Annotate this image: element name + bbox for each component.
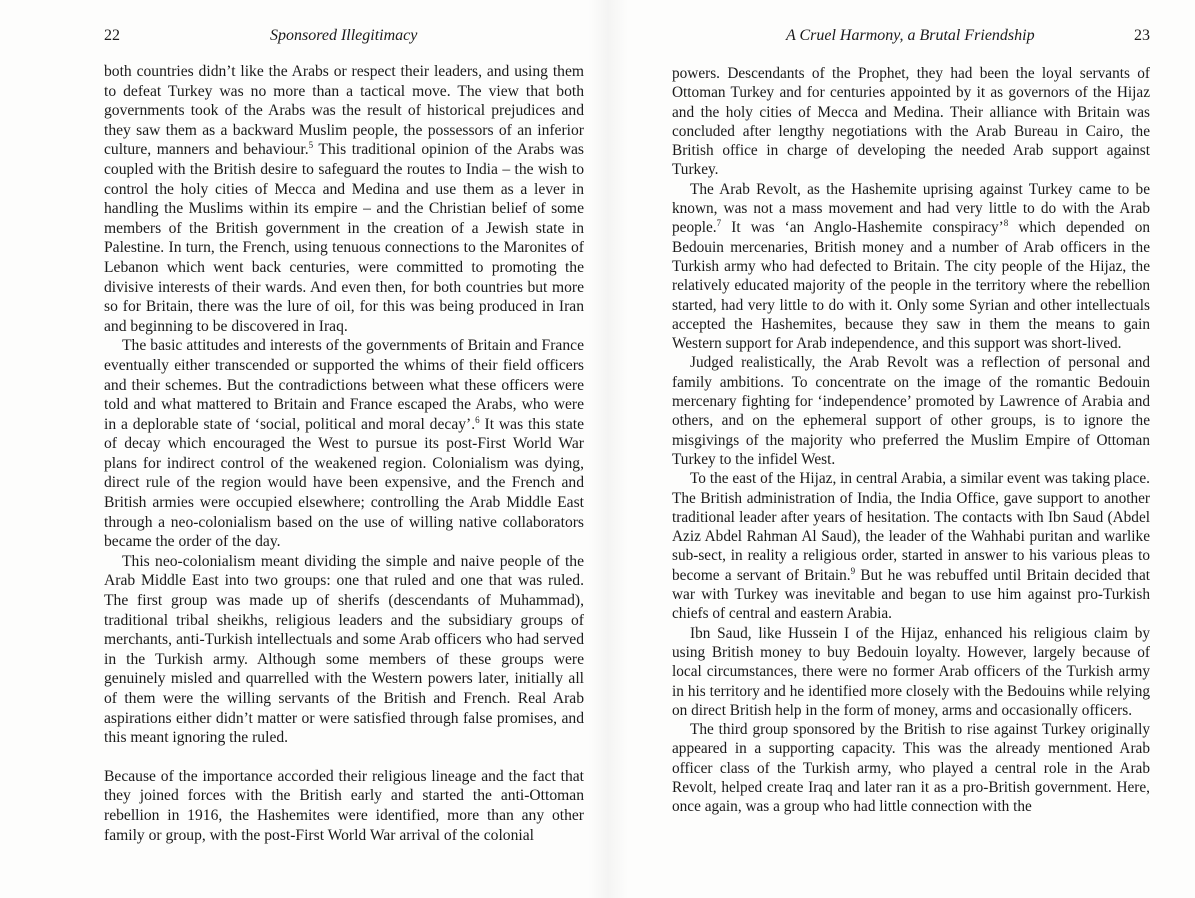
left-body-text: [104, 62, 584, 845]
right-running-title: A Cruel Harmony, a Brutal Friendship: [786, 27, 1035, 44]
book-gutter: [588, 0, 628, 898]
paragraph: [672, 720, 1150, 816]
paragraph: [104, 62, 584, 336]
footnote-marker: 5: [308, 140, 314, 151]
left-running-head: [104, 27, 584, 51]
paragraph: [672, 180, 1150, 354]
paragraph: [104, 552, 584, 748]
right-page: [672, 0, 1150, 898]
footnote-marker: 6: [475, 414, 480, 425]
paragraph-text: powers. Descendants of the Prophet, they had been the loyal servants of Ottoman Turkey and for centuries appointed by it as governors of the Hijaz and the holy cities of Mecca and Medina. Their alliance with Britain was concluded after lengthy negotiations with the Arab Bureau in Cairo, the British office in charge of developing the needed Arab support against Turkey.: [672, 65, 1150, 179]
left-running-title: Sponsored Illegitimacy: [270, 27, 418, 44]
paragraph-text: Judged realistically, the Arab Revolt was a reflection of personal and family ambitions. To concentrate on the image of the romantic Bedouin mercenary fighting for ‘independence’ promoted by Lawrence of Arabia and others, and on the ephemeral support of other groups, is to ignore the misgivings of the majority who preferred the Muslim Empire of Ottoman Turkey to the infidel West.: [672, 354, 1150, 468]
paragraph-text: It was this state of decay which encouraged the West to pursue its post-First World War plans for indirect control of the weakened region. Colonialism was dying, direct rule of the region would have been expensive, and the French and British armies were occupied elsewhere; controlling the Arab Middle East through a neo-colonialism based on the use of willing native collaborators became the order of the day.: [104, 415, 584, 551]
left-page-number: 22: [104, 27, 120, 44]
footnote-marker: 9: [850, 565, 856, 576]
paragraph-text: The third group sponsored by the British to rise against Turkey originally appeared in a supporting capacity. This was the already mentioned Arab officer class of the Turkish army, who played a central role in the Arab Revolt, helped create Iraq and later ran it as a pro-British government. Here, once again, was a group who had little connection with the: [672, 721, 1150, 816]
paragraph-text: which depended on Bedouin mercenaries, British money and a number of Arab officers in the Turkish army who had defected to Britain. The city people of the Hijaz, the relatively educated majority of the people in the territory where the rebellion started, had very little to do with it. Only some Syrian and other intellectuals accepted the Hashemites, because they saw in them the means to gain Western support for Arab independence, and this support was short-lived.: [672, 219, 1151, 353]
footnote-marker: 7: [716, 218, 722, 229]
paragraph-text: It was ‘an Anglo-Hashemite conspiracy’: [721, 219, 1004, 237]
paragraph-text: The Arab Revolt, as the Hashemite uprising against Turkey came to be known, was not a mass movement and had very little to do with the Arab people.: [672, 180, 1150, 237]
right-page-number: 23: [1134, 27, 1150, 44]
paragraph-text: This traditional opinion of the Arabs was coupled with the British desire to safeguard the routes to India – the wish to control the holy cities of Mecca and Medina and use them as a lever in handling the Muslims within its empire – and the Christian belief of some members of the British government in the creation of a Jewish state in Palestine. In turn, the French, using tenuous connections to the Maronites of Lebanon which went back centuries, were committed to promoting the divisive interests of their wards. And even then, for both countries but more so for Britain, there was the lure of oil, for this was being produced in Iran and beginning to be discovered in Iraq.: [104, 141, 584, 335]
paragraph: [672, 624, 1150, 720]
paragraph-text: Because of the importance accorded their religious lineage and the fact that they joined forces with the British early and started the anti-Ottoman rebellion in 1916, the Hashemites were identified, more than any other family or group, with the post-First World War arrival of the colonial: [104, 767, 584, 844]
paragraph-text: But he was rebuffed until Britain decided that war with Turkey was inevitable and began to use him against pro-Turkish chiefs of central and eastern Arabia.: [672, 566, 1150, 623]
footnote-marker: 8: [1003, 218, 1009, 229]
paragraph: [672, 353, 1150, 469]
paragraph: [672, 469, 1150, 623]
left-page: [104, 0, 584, 898]
paragraph: [672, 64, 1150, 180]
paragraph-text: This neo-colonialism meant dividing the simple and naive people of the Arab Middle East into two groups: one that ruled and one that was ruled. The first group was made up of sherifs (descendants of Muhammad), traditional tribal sheikhs, religious leaders and the subsidiary groups of merchants, anti-Turkish intellectuals and some Arab officers who had served in the Turkish army. Although some members of these groups were genuinely misled and quarrelled with the Western powers later, initially all of them were the willing servants of the British and French. Real Arab aspirations either didn’t matter or were satisfied through false promises, and this meant ignoring the ruled.: [104, 552, 584, 747]
paragraph-text: Ibn Saud, like Hussein I of the Hijaz, enhanced his religious claim by using British money to buy Bedouin loyalty. However, largely because of local circumstances, there were no former Arab officers of the Turkish army in his territory and he identified more closely with the Bedouins while relying on direct British help in the form of money, arms and occasionally officers.: [672, 624, 1150, 719]
paragraph: [104, 336, 584, 552]
paragraph-text: both countries didn’t like the Arabs or respect their leaders, and using them to defeat Turkey was no more than a tactical move. The view that both governments took of the Arabs was the result of historical prejudices and they saw them as a backward Muslim people, the possessors of an inferior culture, manners and behaviour.: [104, 63, 584, 159]
right-body-text: [672, 64, 1150, 817]
right-running-head: [672, 27, 1150, 51]
paragraph-text: To the east of the Hijaz, in central Arabia, a similar event was taking place. The British administration of India, the India Office, gave support to another traditional leader after years of hesitation. The contacts with Ibn Saud (Abdel Aziz Abdel Rahman Al Saud), the leader of the Wahhabi puritan and warlike sub-sect, in reality a religious order, started in answer to his various pleas to become a servant of Britain.: [672, 470, 1150, 584]
paragraph-text: The basic attitudes and interests of the governments of Britain and France eventually either transcended or supported the whims of their field officers and their schemes. But the contradictions between what these officers were told and what mattered to Britain and France escaped the Arabs, who were in a deplorable state of ‘social, political and moral decay’.: [104, 337, 584, 433]
paragraph: [104, 767, 584, 845]
